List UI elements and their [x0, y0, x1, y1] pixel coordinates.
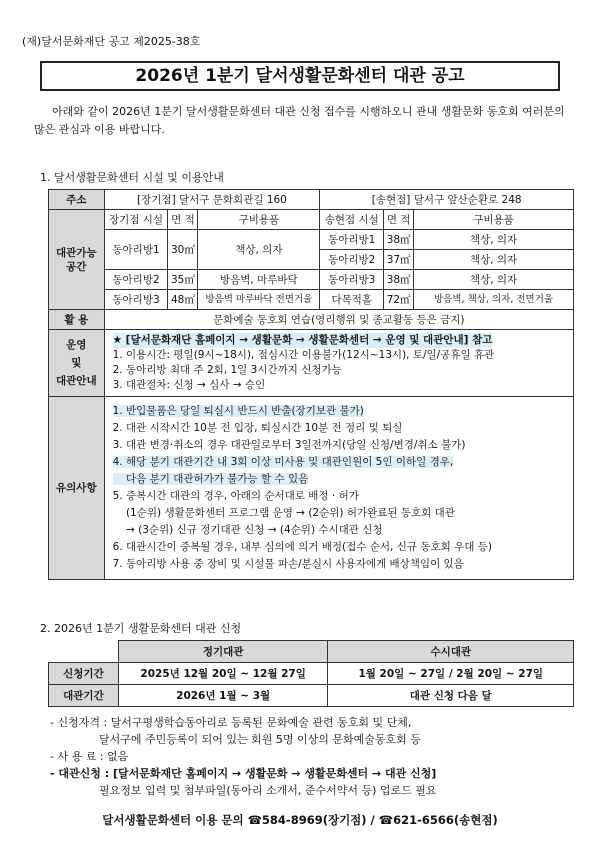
note-item: 4. 해당 분기 대관기간 내 3회 이상 미사용 및 대관인원이 5인 이하일 경우,	[112, 456, 454, 468]
note-item: 5. 중복시간 대관의 경우, 아래의 순서대로 배정 · 허가	[112, 490, 359, 502]
jangi-room-area: 35㎡	[168, 270, 198, 290]
songhyeon-room-area: 72㎡	[384, 290, 414, 310]
note-item: → (3순위) 신규 정기대관 신청 → (4순위) 수시대관 신청	[112, 524, 383, 536]
activity-value: 문화예술 동호회 연습(영리행위 및 종교활동 등은 금지)	[104, 310, 573, 330]
guide-label: 운영 및 대관안내	[49, 330, 105, 397]
notes-content	[104, 397, 573, 580]
col-area: 면 적	[168, 210, 198, 230]
notes-label: 유의사항	[49, 397, 105, 580]
col-jangi-room: 장기점 시설	[104, 210, 168, 230]
jangi-room-name: 동아리방1	[104, 230, 168, 270]
guide-item: 1. 이용시간: 평일(9시~18시), 점심시간 이용불가(12시~13시), 토/일/공휴일 휴관	[112, 349, 495, 361]
note-item: 7. 동아리방 사용 중 장비 및 시설물 파손/분실시 사용자에게 배상책임이 있음	[112, 558, 464, 570]
songhyeon-room-area: 38㎡	[384, 270, 414, 290]
songhyeon-room-equipment: 방음벽, 책상, 의자, 전면거울	[414, 290, 574, 310]
songhyeon-room-name: 동아리방3	[320, 270, 384, 290]
address-label: 주소	[49, 190, 105, 210]
note-line: 달서구에 주민등록이 되어 있는 회원 5명 이상의 문화예술동호회 등	[50, 733, 421, 746]
rental-period-regular: 2026년 1월 ~ 3월	[118, 685, 328, 707]
apply-period-regular: 2025년 12월 20일 ~ 12월 27일	[118, 663, 328, 685]
intro-paragraph: 아래와 같이 2026년 1분기 달서생활문화센터 대관 신청 접수를 시행하오니 관내 생활문화 동호회 여러분의 많은 관심과 이용 바랍니다.	[34, 105, 565, 136]
songhyeon-room-equipment: 책상, 의자	[414, 270, 574, 290]
col-equipment: 구비용품	[198, 210, 320, 230]
jangi-room-name: 동아리방3	[104, 290, 168, 310]
jangi-room-equipment: 책상, 의자	[198, 230, 320, 270]
contact-footer: 달서생활문화센터 이용 문의 ☎584-8969(장기점) / ☎621-6566(송현점)	[102, 813, 498, 827]
col-songhyeon-room: 송현점 시설	[320, 210, 384, 230]
note-line: - 사 용 료 : 없음	[50, 750, 129, 763]
jangi-room-area: 30㎡	[168, 230, 198, 270]
section2-title: 2. 2026년 1분기 생활문화센터 대관 신청	[40, 622, 242, 635]
facility-table	[48, 189, 574, 580]
activity-label: 활 용	[49, 310, 105, 330]
guide-item: ★ [달서문화재단 홈페이지 → 생활문화 → 생활문화센터 → 운영 및 대관안내] 참고	[112, 334, 493, 346]
col-regular: 정기대관	[118, 641, 328, 663]
address-songhyeon: [송현점] 달서구 앞산순환로 248	[320, 190, 574, 210]
col-equipment: 구비용품	[414, 210, 574, 230]
note-item: 다음 분기 대관허가가 불가능 할 수 있음	[112, 473, 309, 485]
rental-period-label: 대관기간	[49, 685, 119, 707]
address-jangi: [장기점] 달서구 문화회관길 160	[104, 190, 320, 210]
document-number: (재)달서문화재단 공고 제2025-38호	[22, 35, 201, 48]
songhyeon-room-equipment: 책상, 의자	[414, 230, 574, 250]
jangi-room-name: 동아리방2	[104, 270, 168, 290]
schedule-table	[48, 640, 574, 707]
songhyeon-room-equipment: 책상, 의자	[414, 250, 574, 270]
guide-content	[104, 330, 573, 397]
apply-period-occasional: 1월 20일 ~ 27일 / 2월 20일 ~ 27일	[328, 663, 574, 685]
note-item: 6. 대관시간이 중복될 경우, 내부 심의에 의거 배정(접수 순서, 신규 동호회 우대 등)	[112, 541, 492, 553]
note-item: 3. 대관 변경·취소의 경우 대관일로부터 3일전까지(당일 신청/변경/취소 불가)	[112, 439, 466, 451]
col-occasional: 수시대관	[328, 641, 574, 663]
jangi-room-area: 48㎡	[168, 290, 198, 310]
application-notes	[50, 714, 437, 799]
rental-period-occasional: 대관 신청 다음 달	[328, 685, 574, 707]
songhyeon-room-name: 다목적홀	[320, 290, 384, 310]
note-line: 필요정보 입력 및 첨부파일(동아리 소개서, 준수서약서 등) 업로드 필요	[50, 784, 437, 797]
jangi-room-equipment: 방음벽 마루바닥 전면거울	[198, 290, 320, 310]
section1-title: 1. 달서생활문화센터 시설 및 이용안내	[40, 171, 224, 184]
guide-item: 2. 동아리방 최대 주 2회, 1일 3시간까지 신청가능	[112, 364, 342, 376]
note-item: (1순위) 생활문화센터 프로그램 운영 → (2순위) 허가완료된 동호회 대관	[112, 507, 455, 519]
apply-period-label: 신청기간	[49, 663, 119, 685]
songhyeon-room-name: 동아리방1	[320, 230, 384, 250]
songhyeon-room-area: 38㎡	[384, 230, 414, 250]
guide-item: 3. 대관절차: 신청 → 심사 → 승인	[112, 379, 266, 391]
note-item: 2. 대관 시작시간 10분 전 입장, 퇴실시간 10분 전 정리 및 퇴실	[112, 422, 403, 434]
page-title: 2026년 1분기 달서생활문화센터 대관 공고	[40, 61, 560, 91]
jangi-room-equipment: 방음벽, 마루바닥	[198, 270, 320, 290]
space-label: 대관가능 공간	[49, 210, 105, 310]
note-item: 1. 반입물품은 당일 퇴실시 반드시 반출(장기보관 불가)	[112, 405, 364, 417]
songhyeon-room-name: 동아리방2	[320, 250, 384, 270]
note-line: - 신청자격 : 달서구평생학습동아리로 등록된 문화예술 관련 동호회 및 단체,	[50, 716, 412, 729]
note-line: - 대관신청 : [달서문화재단 홈페이지 → 생활문화 → 생활문화센터 → 대관 신청]	[50, 767, 437, 780]
songhyeon-room-area: 37㎡	[384, 250, 414, 270]
col-area: 면 적	[384, 210, 414, 230]
